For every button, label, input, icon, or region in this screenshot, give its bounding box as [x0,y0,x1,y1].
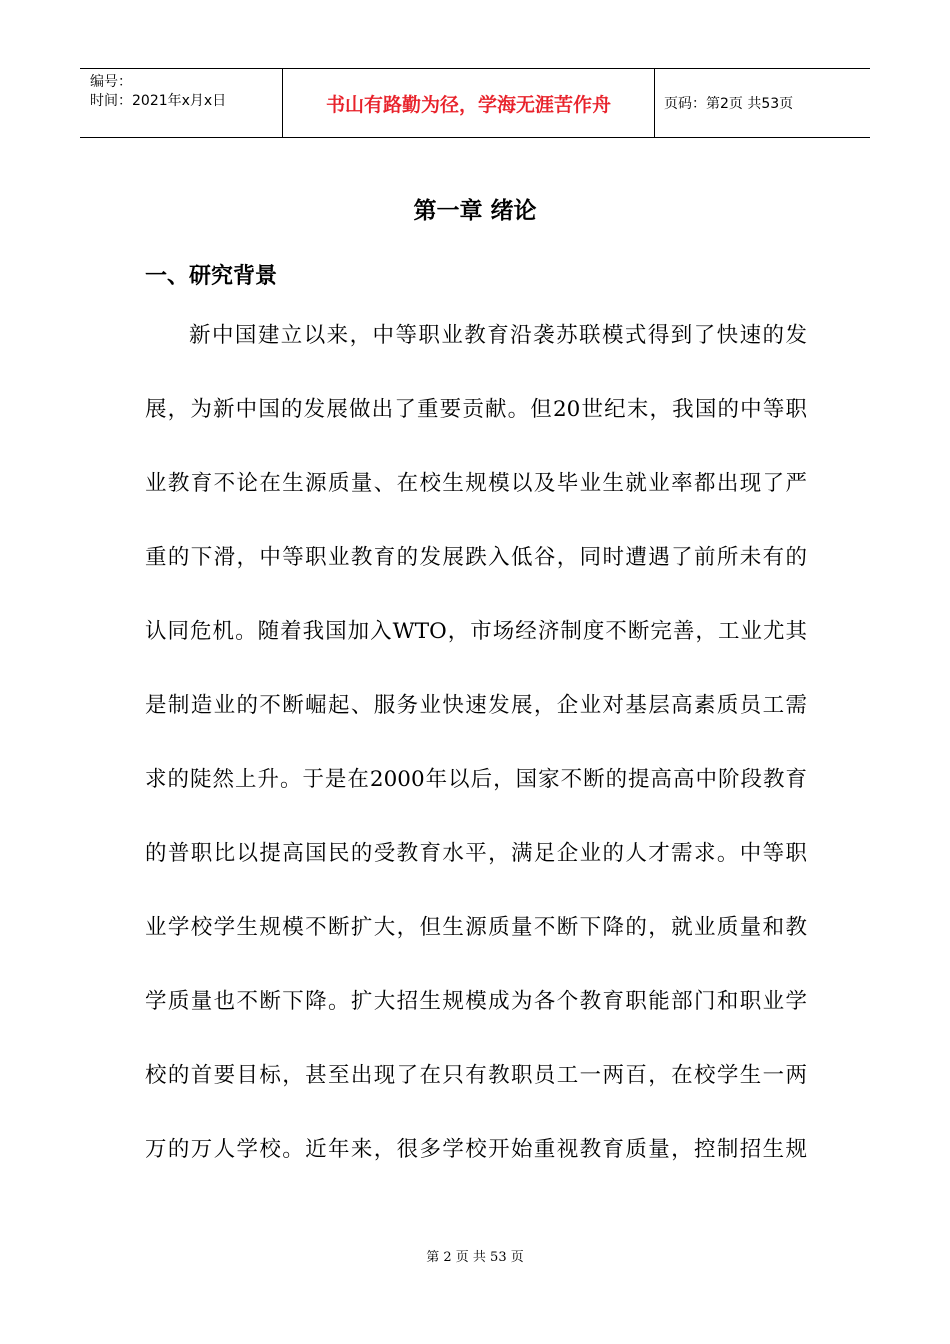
body-line: 校的首要目标，甚至出现了在只有教职员工一两百，在校学生一两 [145,1063,807,1088]
body-line: 学质量也不断下降。扩大招生规模成为各个教育职能部门和职业学 [145,989,807,1014]
page-info: 页码：第2页 共53页 [664,96,794,112]
header-motto-cell [282,69,655,137]
section-title: 一、研究背景 [145,264,278,289]
body-line: 重的下滑，中等职业教育的发展跌入低谷，同时遭遇了前所未有的 [145,545,807,570]
body-paragraph [145,305,807,1193]
body-line: 新中国建立以来，中等职业教育沿袭苏联模式得到了快速的发 [189,323,807,348]
body-line: 的普职比以提高国民的受教育水平，满足企业的人才需求。中等职 [145,841,807,866]
body-line: 万的万人学校。近年来，很多学校开始重视教育质量，控制招生规 [145,1137,807,1162]
header-table [80,68,870,138]
body-line: 认同危机。随着我国加入WTO，市场经济制度不断完善，工业尤其 [145,619,807,644]
body-line: 业教育不论在生源质量、在校生规模以及毕业生就业率都出现了严 [145,471,807,496]
motto-text: 书山有路勤为径，学海无涯苦作舟 [325,93,611,116]
number-label: 编号： [90,74,132,90]
body-line: 业学校学生规模不断扩大，但生源质量不断下降的，就业质量和教 [145,915,807,940]
date-label: 时间：2021年x月x日 [90,93,227,109]
page-footer: 第 2 页 共 53 页 [426,1250,524,1265]
chapter-title: 第一章 绪论 [413,198,537,224]
body-line: 是制造业的不断崛起、服务业快速发展，企业对基层高素质员工需 [145,693,807,718]
header-page-cell [655,69,870,137]
header-left-cell [80,69,282,137]
body-line: 展，为新中国的发展做出了重要贡献。但20世纪末，我国的中等职 [145,397,807,422]
body-line: 求的陡然上升。于是在2000年以后，国家不断的提高高中阶段教育 [145,767,807,792]
